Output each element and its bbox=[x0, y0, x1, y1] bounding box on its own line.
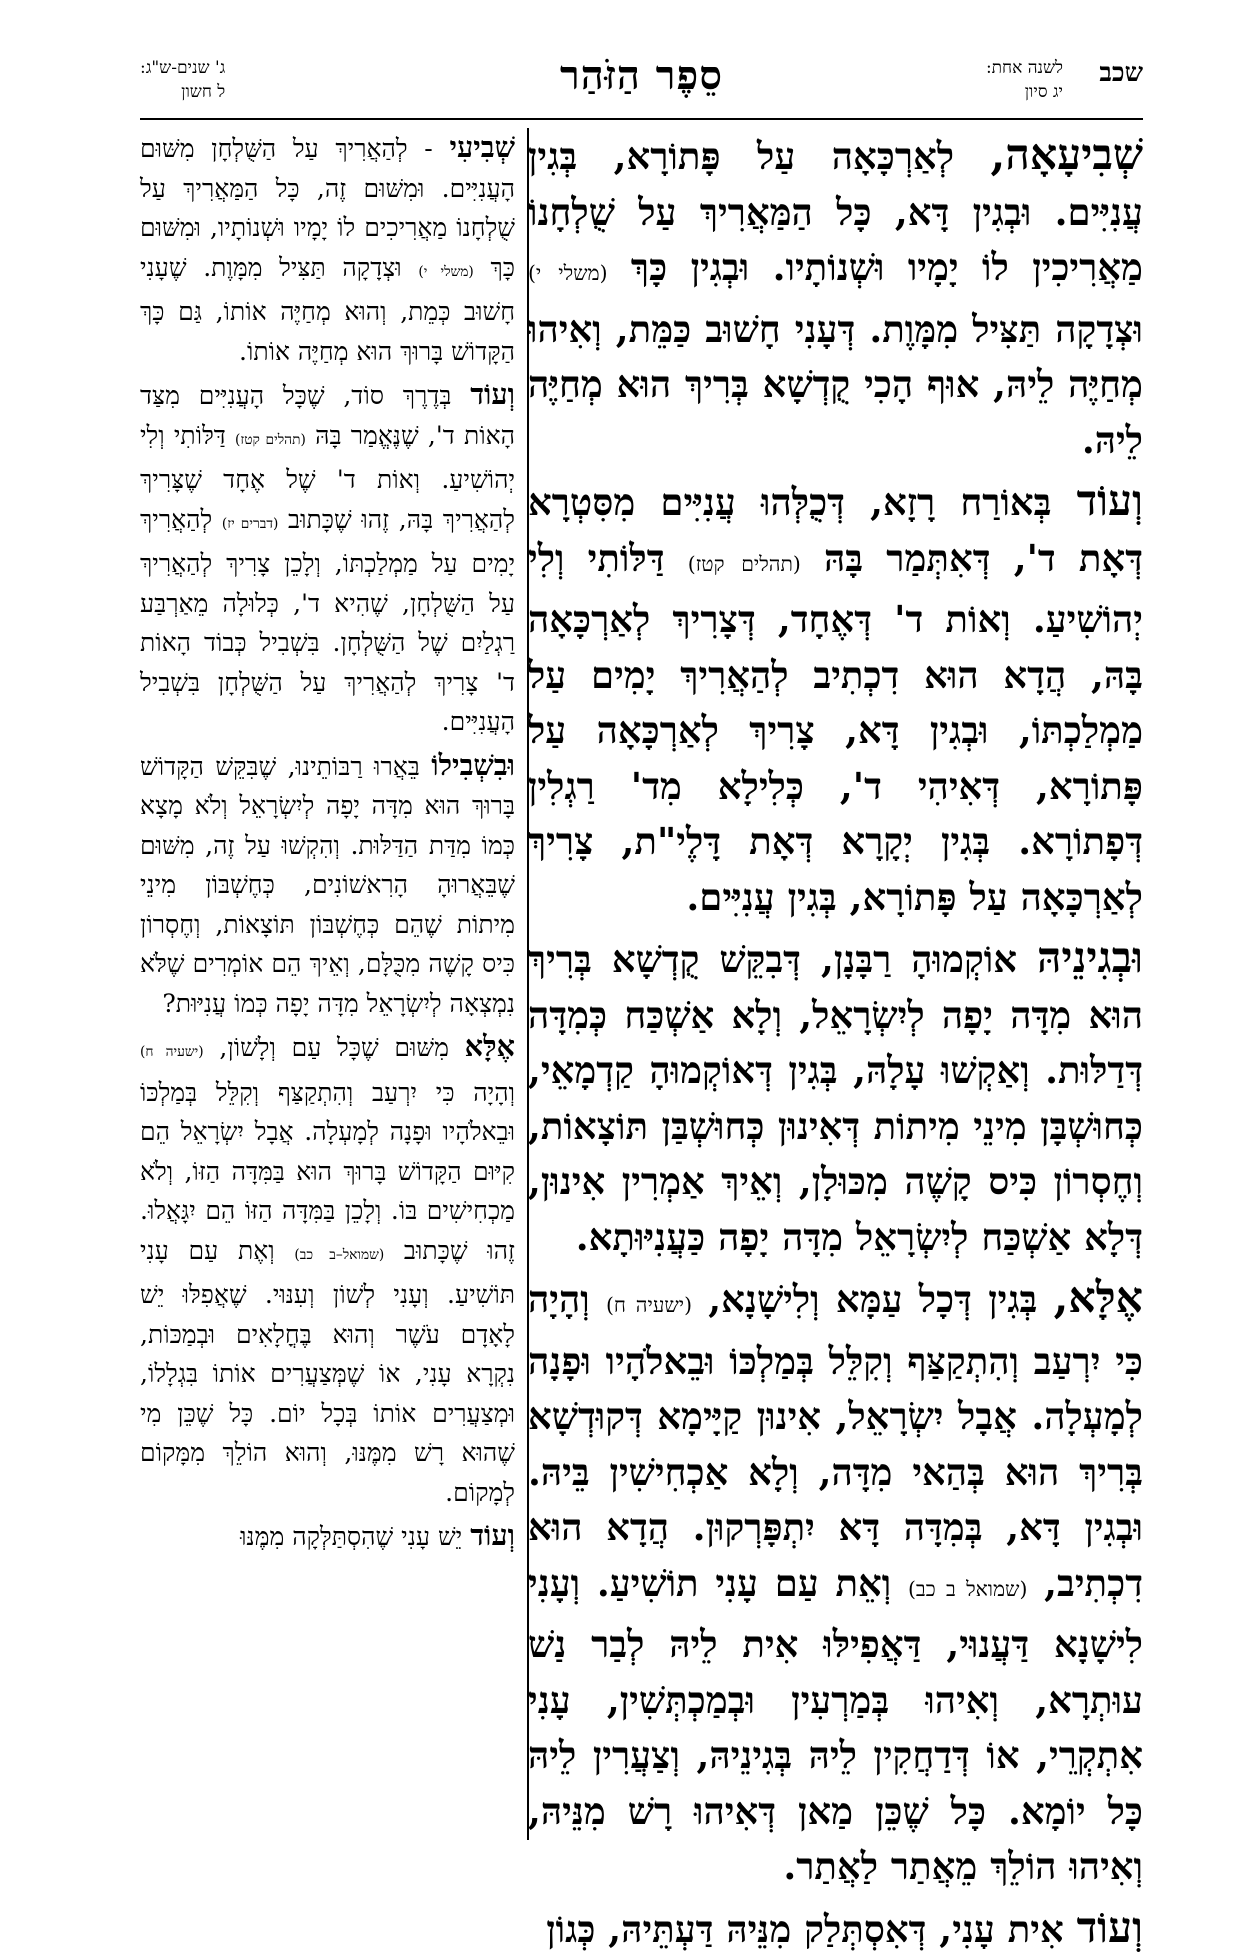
schedule-label: לשנה אחת: bbox=[986, 56, 1063, 80]
study-schedule-three-years bbox=[140, 56, 225, 104]
page-number: שכב bbox=[1099, 58, 1143, 88]
verse-reference: (ישעיה ח) bbox=[140, 1044, 204, 1060]
paragraph-text: דַּלּוֹתִי וְלִי יְהוֹשִׁיעַ. וְאוֹת ד' דְּאֶחָד, דְּצָרִיךְ לְאַרְכָּאָה בָּהּ, הֲדָא הוּא דִכְתִיב לְהַאֲרִיךְ יָמִים עַל מַמְלַכְתּוֹ, וּבְגִין דָּא, צָרִיךְ לְאַרְכָּאָה עַל פָּתוֹרָא, דְּאִיהִי ד', כְּלִילָא מִד' רַגְלִין דְּפָתוֹרָא. בְּגִין יְקָרָא דְּאָת דָּלֶי"ת, צָרִיךְ לְאַרְכָּאָה עַל פָּתוֹרָא, בְּגִין עֲנִיִּים. bbox=[528, 536, 1143, 919]
main-paragraph-1 bbox=[528, 128, 1143, 468]
schedule-label-3y: ג' שנים-ש"ג: bbox=[140, 56, 225, 80]
paragraph-text: וְאֶת עַם עָנִי תּוֹשִׁיעַ. וְעָנִי לְשׁוֹן וְעִנּוּי. שֶׁאֲפִלּוּ יֵשׁ לָאָדָם עֹשֶׁר וְהוּא בֶּחֳלָאִים וּבְמַכּוֹת, נִקְרָא עָנִי, אוֹ שֶׁמְּצַעֲרִים אוֹתוֹ בִּגְלָלוֹ, וּמְצַעֲרִים אוֹתוֹ בְּכָל יוֹם. כָּל שֶׁכֵּן מִי שֶׁהוּא רָשׁ מִמֶּנּוּ, וְהוּא הוֹלֵךְ מִמָּקוֹם לְמָקוֹם. bbox=[140, 1236, 515, 1507]
side-paragraph-3 bbox=[140, 746, 515, 1024]
hebrew-translation-column bbox=[140, 128, 515, 1848]
verse-reference: (תהלים קטז) bbox=[688, 552, 801, 576]
paragraph-text: וְהָיָה כִּי יִרְעַב וְהִתְקַצַּף וְקִלֵּל בְּמַלְכּוֹ וּבֵאלֹהָיו וּפָנָה לְמָעְלָה. אֲבָל יִשְׂרָאֵל, אִינוּן קַיָּימָא דְּקוּדְשָׁא בְּרִיךְ הוּא בְּהַאי מִדָּה, וְלָא אַכְחִישִׁין בֵּיהּ. וּבְגִין דָּא, בְּמִדָּה דָּא יִתְפָּרְקוּן. הֲדָא הוּא דִכְתִיב, bbox=[528, 1277, 1143, 1605]
verse-reference: (דברים יז) bbox=[222, 516, 278, 532]
side-paragraph-4 bbox=[140, 1027, 515, 1512]
paragraph-text: מִשּׁוּם שֶׁכָּל עַם וְלָשׁוֹן, bbox=[219, 1033, 449, 1062]
paragraph-text: יֵשׁ עָנִי שֶׁהִסְתַּלְּקָה מִמֶּנּוּ bbox=[240, 1522, 462, 1551]
paragraph-text: בְּאוֹרַח רָזָא, דְּכֻלְּהוּ עֲנִיִּים מִסִּטְרָא דְּאָת ד', דְּאִתְּמַר בָּהּ bbox=[528, 480, 1143, 580]
paragraph-text: בְּגִין דְּכָל עַמָּא וְלִישָׁנָא, bbox=[708, 1277, 1037, 1321]
main-paragraph-4 bbox=[528, 1271, 1143, 1895]
paragraph-lead-word: וְעוֹד bbox=[470, 1518, 515, 1552]
book-title: סֵפֶר הַזֹּהַר bbox=[140, 52, 1143, 99]
verse-reference: (שמואל ב כב) bbox=[908, 1577, 1027, 1601]
aramaic-column bbox=[528, 128, 1143, 1848]
paragraph-text: אוֹקְמוּהָ רַבָּנָן, דְּבִקֵּשׁ קֻדְשָׁא בְּרִיךְ הוּא מִדָּה יָפָה לְיִשְׂרָאֵל, וְלָא אַשְׁכַּח כְּמִדָּה דְּדַלּוּת. וְאַקְשׁוּ עָלָהּ, בְּגִין דְּאוֹקְמוּהָ קַדְמָאֵי, כְּחוּשְׁבָּן מִינֵי מִיתוֹת דְּאִינוּן כְּחוּשְׁבַּן תּוֹצָאוֹת, וְחֶסְרוֹן כִּיס קָשֶׁה מִכּוּלָן, וְאֵיךְ אַמְרִין אִינוּן, דְּלָא אַשְׁכַּח לְיִשְׂרָאֵל מִדָּה יָפָה כַּעֲנִיּוּתָא. bbox=[528, 937, 1143, 1259]
paragraph-text: וְאֵת עַם עָנִי תוֹשִׁיעַ. וְעָנִי לִישָׁנָא דַּעֲנוּי, דַּאֲפִילּוּ אִית לֵיהּ לְבַר נַשׁ עוּתְרָא, וְאִיהוּ בְּמַרְעִין וּבְמַכְתְּשִׁין, עָנִי אִתְקְרֵי, אוֹ דְּדַחֲקִין לֵיהּ בְּגִינֵיהּ, וְצַעֲרִין לֵיהּ כָּל יוֹמָא. כָּל שֶׁכֵּן מַאן דְּאִיהוּ רָשׁ מִנֵּיהּ, וְאִיהוּ הוֹלֵךְ מֵאֲתַר לַאֲתַר. bbox=[528, 1561, 1143, 1889]
paragraph-lead-word: וְעוֹד bbox=[1077, 476, 1143, 526]
main-paragraph-3 bbox=[528, 931, 1143, 1265]
verse-reference: (משלי י) bbox=[418, 264, 473, 280]
side-paragraph-2 bbox=[140, 375, 515, 742]
paragraph-text: דַּלּוֹתִי וְלִי יְהוֹשִׁיעַ. וְאוֹת ד' שֶׁל אֶחָד שֶׁצָּרִיךְ לְהַאֲרִיךְ בָּהּ, זֶהוּ שֶׁכָּתוּב bbox=[140, 421, 515, 534]
paragraph-lead-word: וְעוֹד bbox=[1077, 1903, 1143, 1953]
paragraph-lead-word: שְׁבִיעִי bbox=[449, 130, 515, 164]
paragraph-text: לְאַרְכָּאָה עַל פָּתוֹרָא, בְּגִין עֲנִיִּים. וּבְגִין דָּא, כָּל הַמַּאֲרִיךְ עַל שֻׁלְחָנוֹ מַאֲרִיכִין לוֹ יָמָיו וּשְׁנוֹתָיו. וּבְגִין כָּךְ bbox=[528, 134, 1143, 289]
header-rule bbox=[140, 118, 1143, 120]
verse-reference: (משלי י) bbox=[528, 261, 608, 285]
side-paragraph-1 bbox=[140, 128, 515, 371]
paragraph-lead-word: שְׁבִיעָאָה, bbox=[991, 130, 1143, 180]
page-header bbox=[140, 52, 1143, 112]
schedule-date: יג סיון bbox=[986, 80, 1063, 104]
paragraph-lead-word: וּבְגִינֵיהּ bbox=[1037, 933, 1143, 983]
schedule-date-3y: ל חשון bbox=[140, 80, 225, 104]
paragraph-text: וְהָיָה כִּי יִרְעַב וְהִתְקַצַּף וְקִלֵּל בְּמַלְכּוֹ וּבֵאלֹהָיו וּפָנָה לְמָעְלָה. אֲבָל יִשְׂרָאֵל הֵם קִיּוּם הַקָּדוֹשׁ בָּרוּךְ הוּא בַּמִּדָּה הַזּוֹ, וְלֹא מַכְחִישִׁים בּוֹ. וְלָכֵן בַּמִּדָּה הַזּוֹ הֵם יִגָּאֲלוּ. זֶהוּ שֶׁכָּתוּב bbox=[140, 1078, 515, 1265]
paragraph-text: בֵּאֲרוּ רַבּוֹתֵינוּ, שֶׁבִּקֵּשׁ הַקָּדוֹשׁ בָּרוּךְ הוּא מִדָּה יָפָה לְיִשְׂרָאֵל וְלֹא מָצָא כְּמוֹ מִדַּת הַדַּלּוּת. וְהִקְשׁוּ עַל זֶה, מִשּׁוּם שֶׁבֵּאֲרוּהָ הָרִאשׁוֹנִים, כְּחֶשְׁבּוֹן מִינֵי מִיתוֹת שֶׁהֵם כְּחֶשְׁבּוֹן תּוֹצָאוֹת, וְחֶסְרוֹן כִּיס קָשֶׁה מִכֻּלָּם, וְאֵיךְ הֵם אוֹמְרִים שֶׁלֹּא נִמְצְאָה לְיִשְׂרָאֵל מִדָּה יָפָה כְּמוֹ עֲנִיּוּת? bbox=[140, 752, 515, 1018]
paragraph-lead-word: וְעוֹד bbox=[470, 377, 515, 411]
main-paragraph-5 bbox=[528, 1901, 1143, 1957]
column-divider bbox=[527, 128, 529, 1840]
paragraph-text: וּצְדָקָה תַּצִּיל מִמָּוֶת. דְּעָנִי חָשׁוּב כַּמֵּת, וְאִיהוּ מְחַיֶּה לֵיהּ, אוּף הָכִי קֻדְשָׁא בְּרִיךְ הוּא מְחַיֶּה לֵיהּ. bbox=[528, 307, 1143, 462]
verse-reference: (תהלים קטז) bbox=[235, 432, 306, 448]
verse-reference: (שמואל–ב כב) bbox=[294, 1247, 384, 1263]
main-paragraph-2 bbox=[528, 474, 1143, 925]
paragraph-text: בְּדֶרֶךְ סוֹד, שֶׁכָּל הָעֲנִיִּים מִצַּד הָאוֹת ד', שֶׁנֶּאֱמַר בָּהּ bbox=[140, 381, 515, 450]
paragraph-lead-word: אֶלָּא, bbox=[1054, 1273, 1143, 1323]
paragraph-lead-word: וּבִשְׁבִילוֹ bbox=[431, 748, 515, 782]
paragraph-text: - לְהַאֲרִיךְ עַל הַשֻּׁלְחָן מִשּׁוּם הָעֲנִיִּים. וּמִשּׁוּם זֶה, כָּל הַמַּאֲרִיךְ עַל שֻׁלְחָנוֹ מַאֲרִיכִים לוֹ יָמָיו וּשְׁנוֹתָיו, וּמִשּׁוּם כָּךְ bbox=[140, 134, 515, 282]
paragraph-lead-word: אֶלָּא bbox=[465, 1029, 515, 1063]
paragraph-text: וּצְדָקָה תַּצִּיל מִמָּוֶת. שֶׁעָנִי חָשׁוּב כְּמֵת, וְהוּא מְחַיֶּה אוֹתוֹ, גַּם כָּךְ הַקָּדוֹשׁ בָּרוּךְ הוּא מְחַיֶּה אוֹתוֹ. bbox=[140, 253, 515, 366]
paragraph-text: אִית עָנִי, דְּאִסְתְּלַק מִנֵּיהּ דַּעְתֵּיהּ, כְּגוֹן bbox=[546, 1907, 1064, 1951]
side-paragraph-5 bbox=[140, 1516, 515, 1557]
verse-reference: (ישעיה ח) bbox=[606, 1293, 692, 1317]
paragraph-text: לְהַאֲרִיךְ יָמִים עַל מַמְלַכְתּוֹ, וְלָכֵן צָרִיךְ לְהַאֲרִיךְ עַל הַשֻּׁלְחָן, שֶׁהִיא ד', כְּלוּלָה מֵאַרְבַּע רַגְלַיִם שֶׁל הַשֻּׁלְחָן. בִּשְׁבִיל כְּבוֹד הָאוֹת ד' צָרִיךְ לְהַאֲרִיךְ עַל הַשֻּׁלְחָן בִּשְׁבִיל הָעֲנִיִּים. bbox=[140, 505, 515, 737]
